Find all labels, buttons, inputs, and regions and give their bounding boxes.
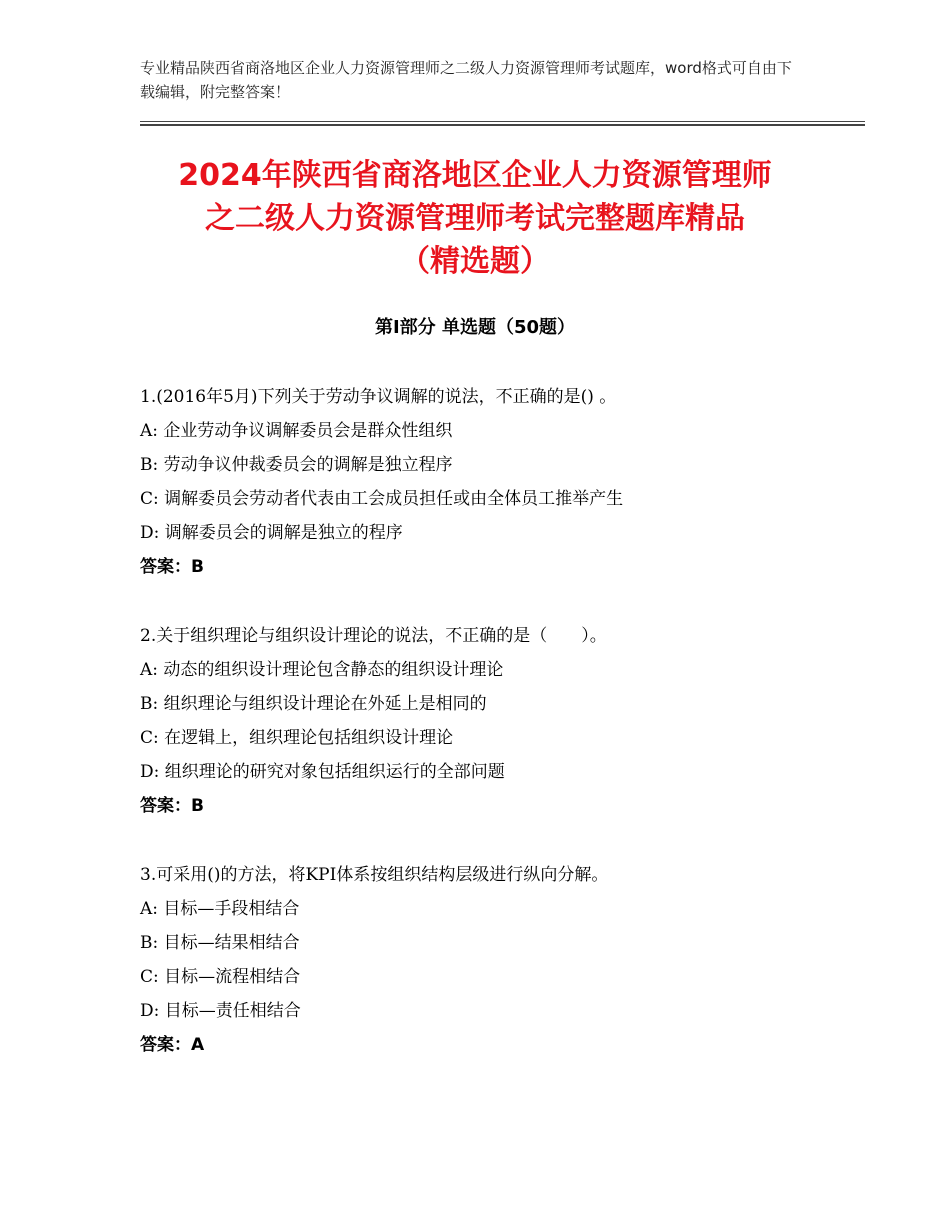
answer: 答案：B [140,557,204,577]
option-d: D: 目标—责任相结合 [140,1001,301,1021]
option-b: B: 劳动争议仲裁委员会的调解是独立程序 [140,455,453,475]
document-title-line-3: （精选题） [400,244,550,279]
answer: 答案：B [140,796,204,816]
header-divider-thin [140,121,865,122]
document-title [100,154,850,283]
question-1 [140,380,870,584]
option-a: A: 动态的组织设计理论包含静态的组织设计理论 [140,660,504,680]
option-c: C: 在逻辑上，组织理论包括组织设计理论 [140,728,454,748]
option-c: C: 目标—流程相结合 [140,967,301,987]
question-stem: 2.关于组织理论与组织设计理论的说法，不正确的是（ ）。 [140,626,607,646]
option-b: B: 组织理论与组织设计理论在外延上是相同的 [140,694,487,714]
question-stem: 1.(2016年5月)下列关于劳动争议调解的说法，不正确的是() 。 [140,387,617,407]
option-d: D: 调解委员会的调解是独立的程序 [140,523,403,543]
option-b: B: 目标—结果相结合 [140,933,300,953]
answer: 答案：A [140,1035,205,1055]
header-divider-thick [140,124,865,126]
section-heading: 第Ⅰ部分 单选题（50题） [374,317,575,338]
document-title-line-1: 2024年陕西省商洛地区企业人力资源管理师 [178,158,772,193]
option-a: A: 企业劳动争议调解委员会是群众性组织 [140,421,453,441]
document-title-line-2: 之二级人力资源管理师考试完整题库精品 [205,201,745,236]
option-c: C: 调解委员会劳动者代表由工会成员担任或由全体员工推举产生 [140,489,624,509]
question-2 [140,619,870,823]
header-note: 专业精品陕西省商洛地区企业人力资源管理师之二级人力资源管理师考试题库，word格式可自由下载编辑，附完整答案！ [140,59,792,101]
option-a: A: 目标—手段相结合 [140,899,300,919]
question-3 [140,858,870,1062]
option-d: D: 组织理论的研究对象包括组织运行的全部问题 [140,762,505,782]
question-stem: 3.可采用()的方法，将KPI体系按组织结构层级进行纵向分解。 [140,865,609,885]
